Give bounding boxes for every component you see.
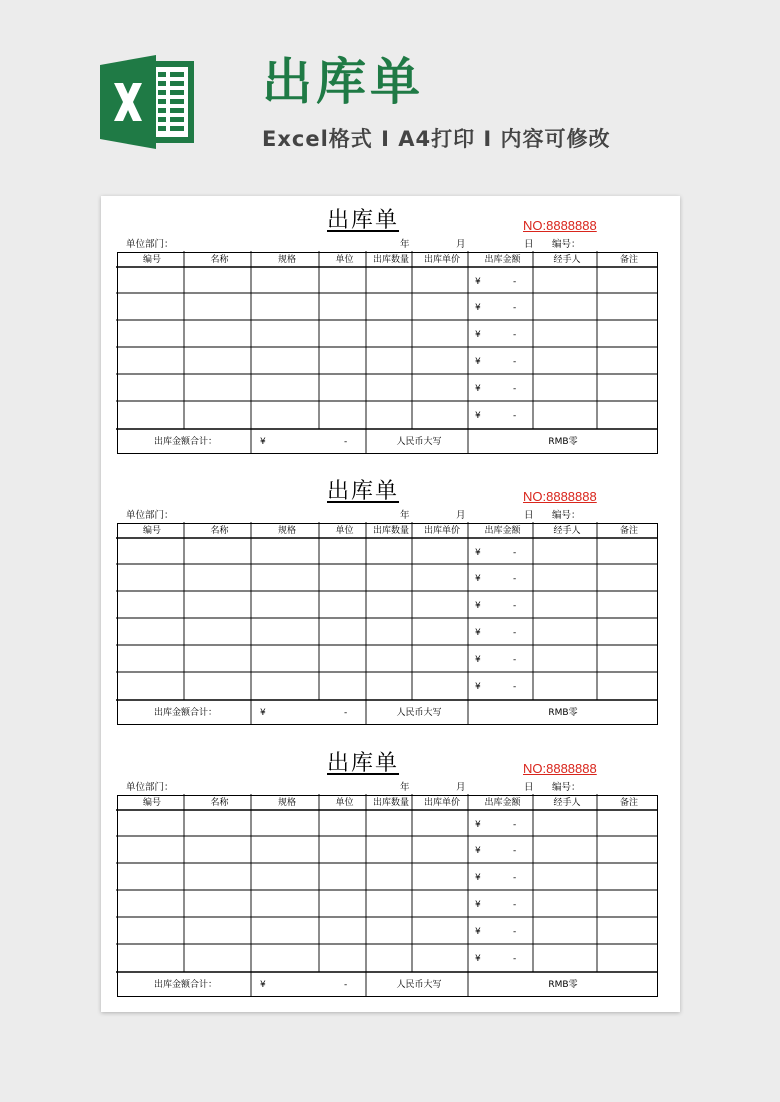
day-label: 日 [524,782,534,793]
column-header: 出库金额 [484,798,521,808]
table-row [118,403,656,431]
amount-yen: ¥ [475,357,481,367]
code-label: 编号： [552,239,581,250]
amount-yen: ¥ [475,277,481,287]
column-header: 名称 [210,255,229,265]
amount-yen: ¥ [475,846,481,856]
amount-yen: ¥ [475,655,481,665]
day-label: 日 [524,510,534,521]
column-header: 单位 [335,526,354,536]
column-header: 经手人 [553,255,581,265]
table-row [118,647,656,674]
amount-dash: - [513,601,517,611]
total-amount-label: 出库金额合计： [153,708,217,718]
amount-dash: - [513,357,517,367]
column-header: 出库单价 [423,526,460,536]
column-header: 规格 [277,255,296,265]
column-header: 名称 [210,526,229,536]
table-row [118,838,656,865]
column-header: 备注 [619,526,638,536]
amount-yen: ¥ [475,601,481,611]
column-header: 出库金额 [484,255,521,265]
form-number: NO:8888888 [523,761,597,776]
form-title: 出库单 [327,208,400,233]
form-table [117,795,658,997]
form-title: 出库单 [327,751,400,776]
capital-amount-label: 人民币大写 [396,708,442,718]
department-label: 单位部门： [126,239,174,250]
table-row [118,593,656,620]
total-dash: - [344,980,348,990]
rmb-amount: RMB零 [548,980,578,990]
amount-yen: ¥ [475,628,481,638]
table-footer [118,974,656,998]
table-footer [118,702,656,726]
outbound-form [101,739,680,999]
total-dash: - [344,437,348,447]
amount-dash: - [513,574,517,584]
table-row [118,892,656,919]
amount-yen: ¥ [475,873,481,883]
total-dash: - [344,708,348,718]
amount-dash: - [513,303,517,313]
table-row [118,295,656,322]
amount-dash: - [513,900,517,910]
code-label: 编号： [552,510,581,521]
table-row [118,269,656,295]
amount-yen: ¥ [475,682,481,692]
amount-dash: - [513,820,517,830]
amount-yen: ¥ [475,330,481,340]
column-header: 单位 [335,255,354,265]
capital-amount-label: 人民币大写 [396,980,442,990]
amount-dash: - [513,411,517,421]
table-row [118,376,656,403]
amount-dash: - [513,277,517,287]
month-label: 月 [456,510,466,521]
column-header: 经手人 [553,526,581,536]
column-header: 备注 [619,255,638,265]
table-row [118,674,656,702]
form-title: 出库单 [327,479,400,504]
amount-yen: ¥ [475,820,481,830]
amount-dash: - [513,384,517,394]
page-subtitle: Excel格式 I A4打印 I 内容可修改 [262,127,611,151]
form-number: NO:8888888 [523,218,597,233]
column-header: 规格 [277,526,296,536]
column-header: 出库数量 [372,255,409,265]
document-paper [101,196,680,1012]
column-header: 编号 [142,255,161,265]
amount-dash: - [513,954,517,964]
outbound-form [101,467,680,727]
amount-dash: - [513,682,517,692]
total-yen: ¥ [260,980,266,990]
day-label: 日 [524,239,534,250]
table-row [118,919,656,946]
amount-yen: ¥ [475,303,481,313]
amount-dash: - [513,628,517,638]
amount-yen: ¥ [475,954,481,964]
column-header: 出库单价 [423,798,460,808]
department-label: 单位部门： [126,782,174,793]
amount-yen: ¥ [475,927,481,937]
table-row [118,812,656,838]
table-row [118,620,656,647]
amount-dash: - [513,330,517,340]
year-label: 年 [400,510,410,521]
table-row [118,349,656,376]
total-amount-label: 出库金额合计： [153,980,217,990]
table-row [118,865,656,892]
column-header: 名称 [210,798,229,808]
capital-amount-label: 人民币大写 [396,437,442,447]
month-label: 月 [456,782,466,793]
table-row [118,540,656,566]
rmb-amount: RMB零 [548,708,578,718]
month-label: 月 [456,239,466,250]
column-header: 单位 [335,798,354,808]
amount-yen: ¥ [475,900,481,910]
column-header: 备注 [619,798,638,808]
amount-yen: ¥ [475,384,481,394]
amount-yen: ¥ [475,411,481,421]
table-row [118,566,656,593]
table-footer [118,431,656,455]
amount-dash: - [513,548,517,558]
column-header: 出库单价 [423,255,460,265]
column-header: 出库数量 [372,798,409,808]
year-label: 年 [400,239,410,250]
total-yen: ¥ [260,437,266,447]
total-amount-label: 出库金额合计： [153,437,217,447]
amount-yen: ¥ [475,574,481,584]
column-header: 规格 [277,798,296,808]
form-table [117,252,658,454]
column-header: 编号 [142,526,161,536]
amount-yen: ¥ [475,548,481,558]
amount-dash: - [513,927,517,937]
page-title: 出库单 [262,53,424,111]
column-header: 出库数量 [372,526,409,536]
rmb-amount: RMB零 [548,437,578,447]
excel-icon [100,55,198,149]
year-label: 年 [400,782,410,793]
code-label: 编号： [552,782,581,793]
column-header: 编号 [142,798,161,808]
amount-dash: - [513,846,517,856]
column-header: 出库金额 [484,526,521,536]
outbound-form [101,196,680,456]
document-header [0,0,780,190]
table-row [118,946,656,974]
total-yen: ¥ [260,708,266,718]
amount-dash: - [513,873,517,883]
form-table [117,523,658,725]
department-label: 单位部门： [126,510,174,521]
table-row [118,322,656,349]
column-header: 经手人 [553,798,581,808]
amount-dash: - [513,655,517,665]
form-number: NO:8888888 [523,489,597,504]
